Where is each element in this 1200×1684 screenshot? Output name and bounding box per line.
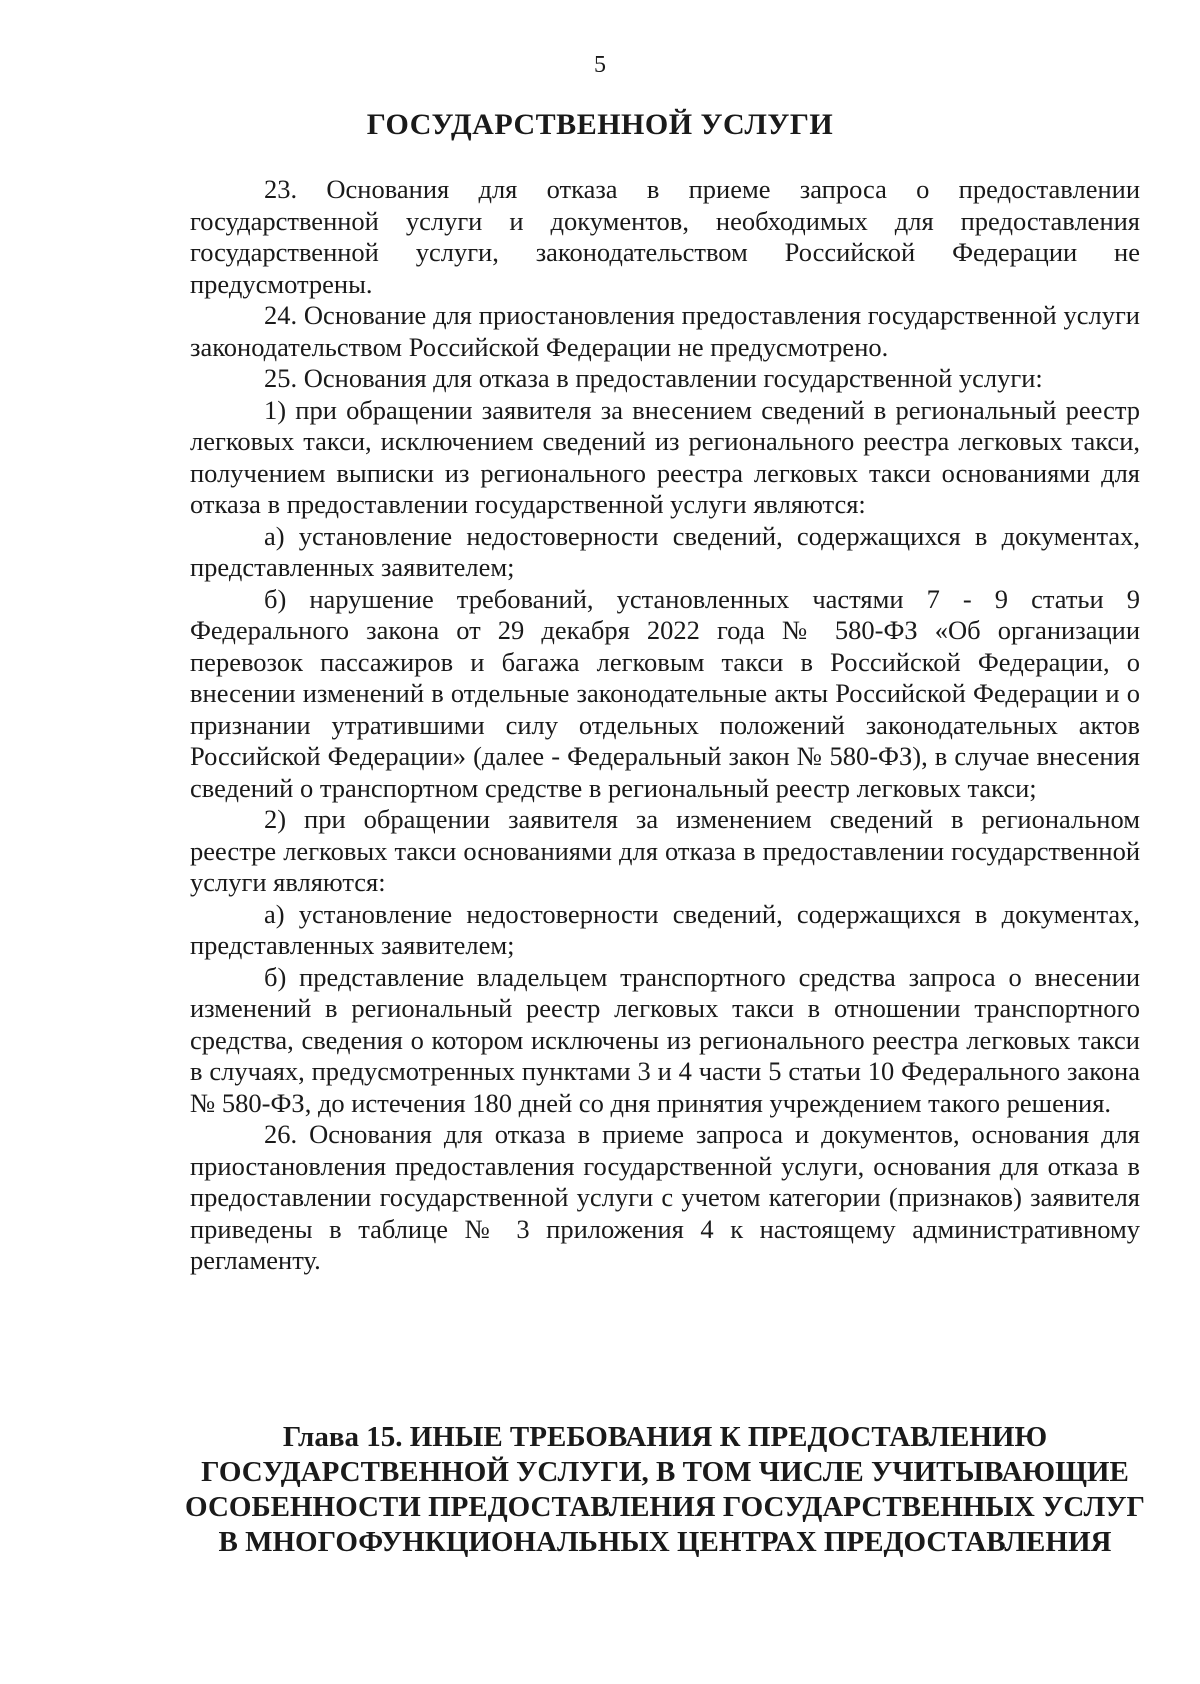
section-title: ГОСУДАРСТВЕННОЙ УСЛУГИ — [366, 108, 834, 141]
paragraph-23: 23. Основания для отказа в приеме запроса о предоставлении государственной услуги и документов, необходимых для предоставления государственной услуги, законодательством Российской Федерации не предусмотрены. — [190, 174, 1140, 299]
chapter-title — [180, 1420, 1150, 1560]
paragraph-25-item-2a: а) установление недостоверности сведений, содержащихся в документах, представленных заявителем; — [190, 898, 1140, 960]
paragraph-24: 24. Основание для приостановления предоставления государственной услуги законодательством Российской Федерации не предусмотрено. — [190, 300, 1140, 362]
chapter-title-line: Глава 15. ИНЫЕ ТРЕБОВАНИЯ К ПРЕДОСТАВЛЕНИЮ — [282, 1421, 1048, 1453]
paragraph-25-item-1b: б) нарушение требований, установленных частями 7 - 9 статьи 9 Федерального закона от 29 декабря 2022 года № 580-ФЗ «Об организации перевозок пассажиров и багажа легковым такси в Российской Федерации, о внесении изменений в отдельные законодательные акты Российской Федерации и о признании утратившими силу отдельных положений законодательных актов Российской Федерации» (далее - Федеральный закон № 580-ФЗ), в случае внесения сведений о транспортном средстве в региональный реестр легковых такси; — [190, 583, 1140, 803]
paragraph-25-item-2: 2) при обращении заявителя за изменением сведений в региональном реестре легковых такси основаниями для отказа в предоставлении государственной услуги являются: — [190, 804, 1140, 897]
chapter-title-line: ОСОБЕННОСТИ ПРЕДОСТАВЛЕНИЯ ГОСУДАРСТВЕННЫХ УСЛУГ — [185, 1491, 1145, 1523]
paragraph-25: 25. Основания для отказа в предоставлении государственной услуги: — [264, 363, 1043, 393]
chapter-title-line: ГОСУДАРСТВЕННОЙ УСЛУГИ, В ТОМ ЧИСЛЕ УЧИТЫВАЮЩИЕ — [201, 1456, 1129, 1488]
body-text — [190, 174, 1140, 1277]
paragraph-25-item-1a: а) установление недостоверности сведений, содержащихся в документах, представленных заявителем; — [190, 520, 1140, 582]
paragraph-25-item-2b: б) представление владельцем транспортного средства запроса о внесении изменений в региональный реестр легковых такси в отношении транспортного средства, сведения о котором исключены из регионального реестра легковых такси в случаях, предусмотренных пунктами 3 и 4 части 5 статьи 10 Федерального закона № 580-ФЗ, до истечения 180 дней со дня принятия учреждением такого решения. — [190, 961, 1140, 1118]
page-number: 5 — [594, 52, 606, 78]
paragraph-26: 26. Основания для отказа в приеме запроса и документов, основания для приостановления предоставления государственной услуги, основания для отказа в предоставлении государственной услуги с учетом категории (признаков) заявителя приведены в таблице № 3 приложения 4 к настоящему административному регламенту. — [190, 1119, 1140, 1275]
paragraph-25-item-1: 1) при обращении заявителя за внесением сведений в региональный реестр легковых такси, исключением сведений из регионального реестра легковых такси, получением выписки из регионального реестра легковых такси основаниями для отказа в предоставлении государственной услуги являются: — [190, 394, 1140, 519]
chapter-title-line: В МНОГОФУНКЦИОНАЛЬНЫХ ЦЕНТРАХ ПРЕДОСТАВЛЕНИЯ — [218, 1526, 1112, 1558]
